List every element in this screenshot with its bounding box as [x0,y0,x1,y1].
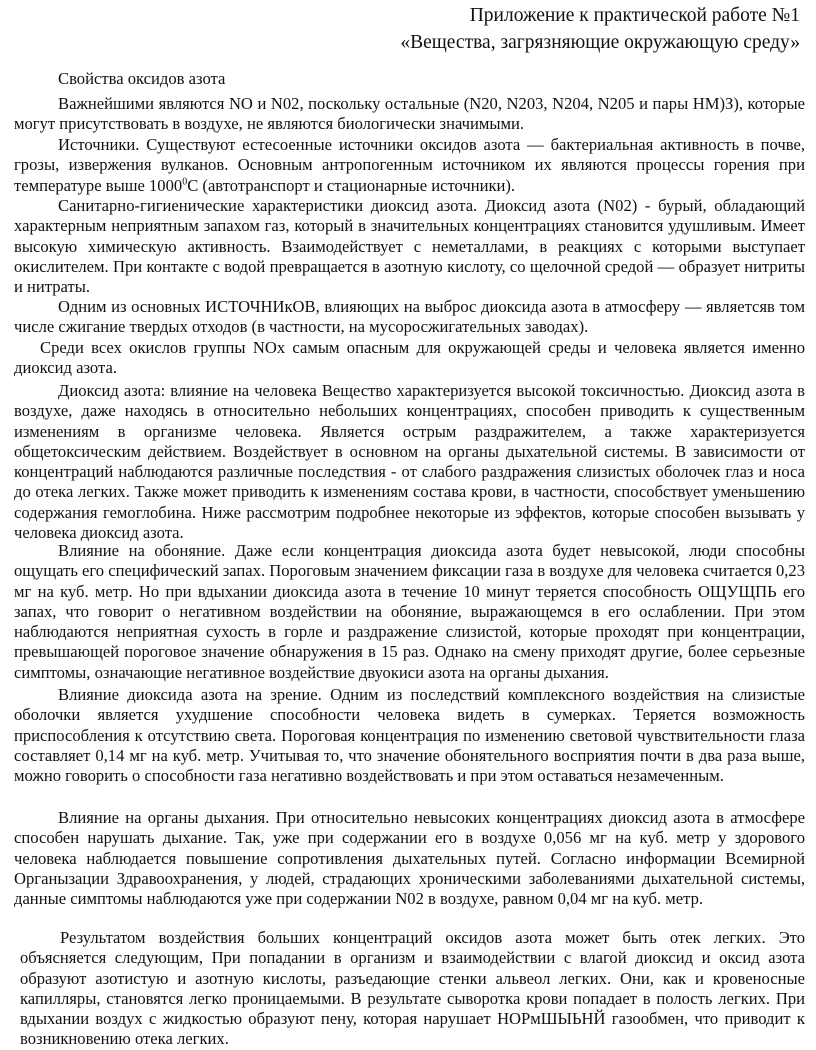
paragraph-main-sources: Одним из основных ИСТОЧНИкОВ, влияющих на выброс диоксида азота в атмосферу — являетсяв том числе сжигание твердых отходов (в частности, на мусоросжигательных заводах). [14,297,805,337]
paragraph-important-oxides: Важнейшими являются NO и N02, поскольку остальные (N20, N203, N204, N205 и пары НМ)З), которые могут присутствовать в воздухе, не являются биологически значимыми. [14,94,805,134]
paragraph-sources [14,135,805,196]
paragraph-respiratory-impact: Влияние на органы дыхания. При относительно невысоких концентрациях диоксид азота в атмосфере способен нарушать дыхание. Так, уже при содержании его в воздухе 0,056 мг на куб. метр у здорового человека наблюдается повышение сопротивления дыхательных путей. Согласно информации Всемирной Органызации Здравоохранения, у людей, страдающих хроническими заболеваниями дыхательной системы, данные симптомы наблюдаются уже при содержании N02 в воздухе, равном 0,04 мг на куб. метр. [14,808,805,909]
paragraph-vision-impact: Влияние диоксида азота на зрение. Одним из последствий комплексного воздействия на слизистые оболочки является ухудшение способности человека видеть в сумерках. Теряется возможность приспособления к отсутствию света. Пороговая концентрация по изменению световой чувствительности глаза составляет 0,14 мг на куб. метр. Учитывая то, что значение обонятельного восприятия почти в два раза выше, можно говорить о способности газа негативно воздействовать и при этом оставаться незамеченным. [14,685,805,786]
degree-superscript: 0 [182,176,188,188]
header-appendix-line: Приложение к практической работе №1 [469,5,800,26]
paragraph-sources-text-end: С (автотранспорт и стационарные источники). [187,175,516,195]
paragraph-sanitary-characteristics: Санитарно-гигиенические характеристики диоксид азота. Диоксид азота (N02) - бурый, обладающий характерным неприятным запахом газ, который в значительных концентрациях становится удушливым. Имеет высокую химическую активность. Взаимодействует с неметаллами, в реакциях с которыми выступает окислителем. При контакте с водой превращается в азотную кислоту, со щелочной средой — образует нитриты и нитраты. [14,196,805,297]
section-title: Свойства оксидов азота [58,69,226,88]
paragraph-sources-text: Источники. Существуют естесоенные источники оксидов азота — бактериальная активность в почве, грозы, извержения вулканов. Основным антропогенным источником их являются процессы горения при температуре выше 1000 [14,135,805,195]
paragraph-lung-edema: Результатом воздействия больших концентраций оксидов азота может быть отек легких. Это объясняется следующим, При попадании в организм и взаимодействии с влагой диоксид и оксид азота образуют азотистую и азотную кислоты, разъедающие стенки альвеол легких. Они, как и кровеносные капилляры, становятся легко проницаемыми. В результате сыворотка крови попадает в полость легких. При вдыхании воздух с жидкостью образуют пену, которая нарушает НОРмШЫЬНЙ газообмен, что приводит к возникновению отека легких. [20,928,805,1049]
paragraph-human-impact: Диоксид азота: влияние на человека Вещество характеризуется высокой токсичностью. Диоксид азота в воздухе, даже находясь в относительно небольших концентрациях, способен приводить к существенным изменениям в организме человека. Является острым раздражителем, а также характеризуется общетоксическим действием. Воздействует в основном на органы дыхательной системы. В зависимости от концентраций наблюдаются различные последствия - от слабого раздражения слизистых оболочек глаз и носа до отека легких. Также может приводить к изменениям состава крови, в частности, способствует уменьшению содержания гемоглобина. Ниже рассмотрим подробнее некоторые из эффектов, которые способен вызывать у человека диоксид азота. [14,381,805,543]
paragraph-nox-danger: Среди всех окислов группы NOx самым опасным для окружающей среды и человека является именно диоксид азота. [14,338,805,378]
header-topic-line: «Вещества, загрязняющие окружающую среду» [400,32,800,53]
paragraph-smell-impact: Влияние на обоняние. Даже если концентрация диоксида азота будет невысокой, люди способны ощущать его специфический запах. Пороговым значением фиксации газа в воздухе для человека считается 0,23 мг на куб. метр. Но при вдыхании диоксида азота в течение 10 минут теряется способность ОЩУЩПЬ его запах, что говорит о негативном воздействии на обоняние, выражающемся в его ослаблении. При этом наблюдаются неприятная сухость в горле и раздражение слизистой, которые проходят при концентрации, превышающей пороговое значение обнаружения в 15 раз. Однако на смену приходят другие, более серьезные симптомы, означающие негативное воздействие двуокиси азота на органы дыхания. [14,541,806,682]
